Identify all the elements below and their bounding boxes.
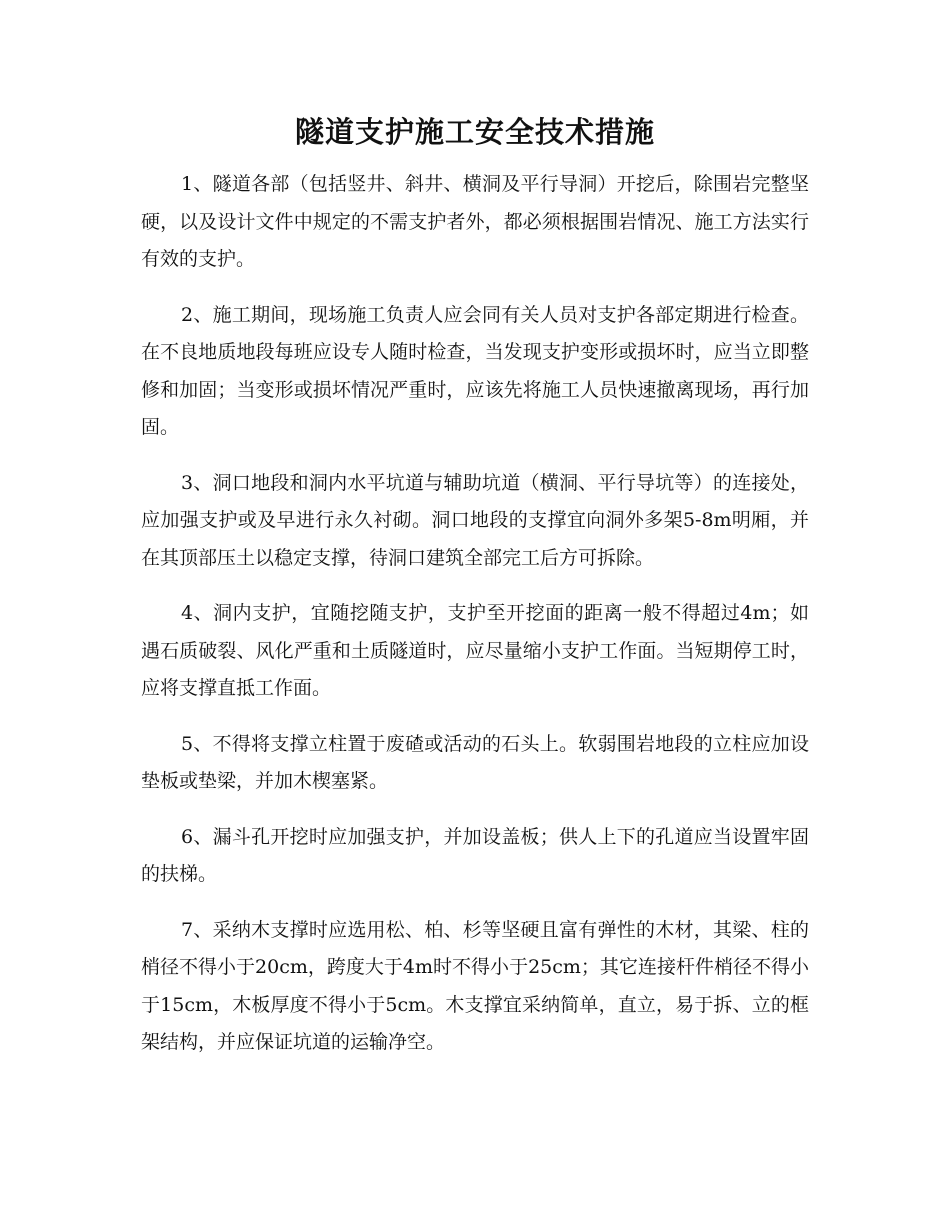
paragraph-2: 2、施工期间，现场施工负责人应会同有关人员对支护各部定期进行检查。在不良地质地段每班应设专人随时检查，当发现支护变形或损坏时，应当立即整修和加固；当变形或损坏情况严重时，应该先将施工人员快速撤离现场，再行加固。 xyxy=(141,303,809,438)
paragraph-5: 5、不得将支撑立柱置于废碴或活动的石头上。软弱围岩地段的立柱应加设垫板或垫梁，并加木楔塞紧。 xyxy=(141,732,809,792)
paragraph-3: 3、洞口地段和洞内水平坑道与辅助坑道（横洞、平行导坑等）的连接处，应加强支护或及早进行永久衬砌。洞口地段的支撑宜向洞外多架5-8m明厢，并在其顶部压土以稳定支撑，待洞口建筑全部完工后方可拆除。 xyxy=(141,471,809,569)
document-title: 隧道支护施工安全技术措施 xyxy=(294,115,655,149)
paragraph-6: 6、漏斗孔开挖时应加强支护，并加设盖板；供人上下的孔道应当设置牢固的扶梯。 xyxy=(141,825,809,885)
paragraph-7: 7、采纳木支撑时应选用松、柏、杉等坚硬且富有弹性的木材，其梁、柱的梢径不得小于20cm，跨度大于4m时不得小于25cm；其它连接杆件梢径不得小于15cm，木板厚度不得小于5cm。木支撑宜采纳简单，直立，易于拆、立的框架结构，并应保证坑道的运输净空。 xyxy=(141,918,809,1053)
document-body xyxy=(141,166,809,1080)
paragraph-1: 1、隧道各部（包括竖井、斜井、横洞及平行导洞）开挖后，除围岩完整坚硬，以及设计文件中规定的不需支护者外，都必须根据围岩情况、施工方法实行有效的支护。 xyxy=(141,173,809,270)
paragraph-4: 4、洞内支护，宜随挖随支护，支护至开挖面的距离一般不得超过4m；如遇石质破裂、风化严重和土质隧道时，应尽量缩小支护工作面。当短期停工时，应将支撑直抵工作面。 xyxy=(141,602,809,699)
